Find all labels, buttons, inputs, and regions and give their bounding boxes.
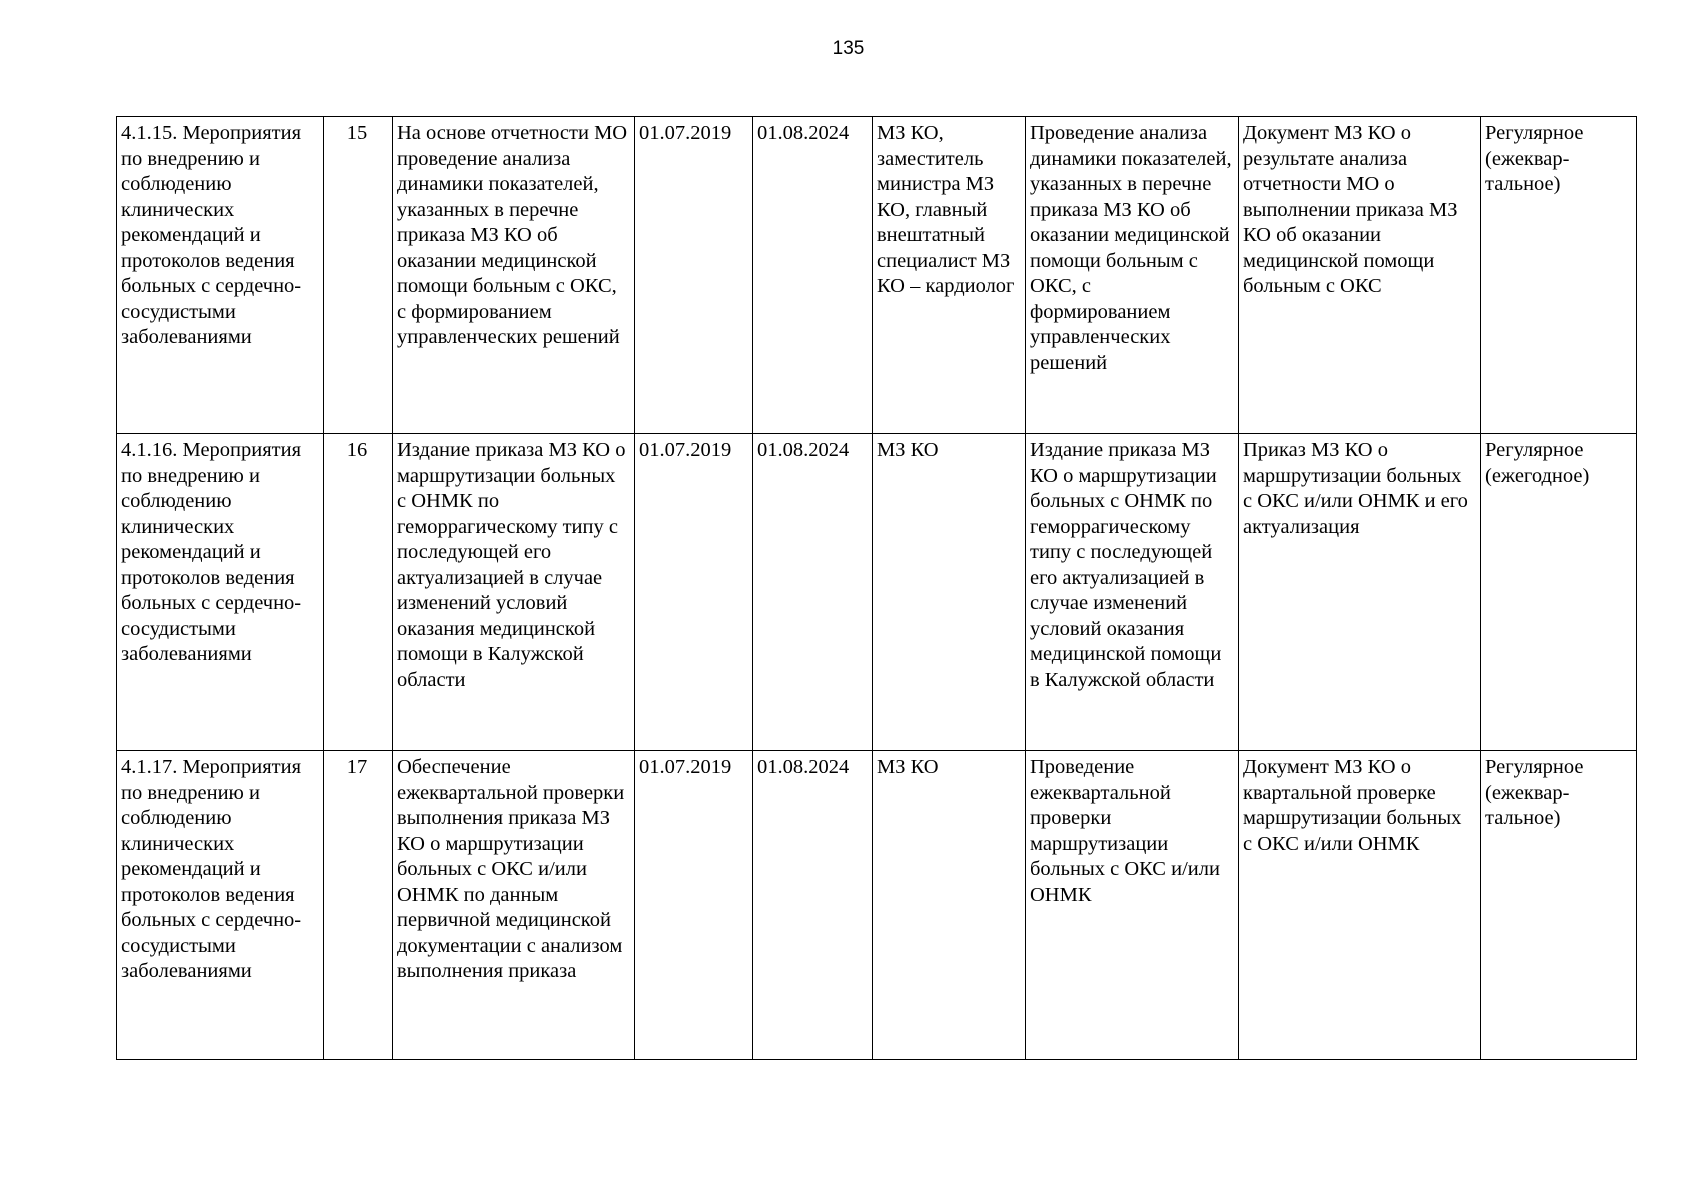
frequency-cell: Регулярное (ежеквар-тальное) xyxy=(1481,751,1637,1060)
result-cell: Проведение анализа динамики показателей, указанных в перечне приказа МЗ КО об оказании медицинской помощи больным с ОКС, с формированием управленческих решений xyxy=(1026,117,1239,434)
activity-cell: 4.1.15. Мероприятия по внедрению и соблюдению клинических рекомендаций и протоколов ведения больных с сердечно-сосудистыми заболеваниями xyxy=(117,117,324,434)
number-cell: 16 xyxy=(324,434,393,751)
table-row xyxy=(117,117,1637,434)
description-cell: Издание приказа МЗ КО о маршрутизации больных с ОНМК по геморрагическому типу с последующей его актуализацией в случае изменений условий оказания медицинской помощи в Калужской области xyxy=(393,434,635,751)
description-cell: Обеспечение ежеквартальной проверки выполнения приказа МЗ КО о маршрутизации больных с ОКС и/или ОНМК по данным первичной медицинской документации с анализом выполнения приказа xyxy=(393,751,635,1060)
number-cell: 17 xyxy=(324,751,393,1060)
frequency-cell: Регулярное (ежеквар-тальное) xyxy=(1481,117,1637,434)
table-row xyxy=(117,434,1637,751)
end-date-cell: 01.08.2024 xyxy=(753,434,873,751)
responsible-cell: МЗ КО xyxy=(873,434,1026,751)
start-date-cell: 01.07.2019 xyxy=(635,434,753,751)
table-row xyxy=(117,751,1637,1060)
number-cell: 15 xyxy=(324,117,393,434)
frequency-cell: Регулярное (ежегодное) xyxy=(1481,434,1637,751)
result-cell: Издание приказа МЗ КО о маршрутизации больных с ОНМК по геморрагическому типу с последующей его актуализацией в случае изменений условий оказания медицинской помощи в Калужской области xyxy=(1026,434,1239,751)
responsible-cell: МЗ КО, заместитель министра МЗ КО, главный внештатный специалист МЗ КО – кардиолог xyxy=(873,117,1026,434)
activities-table xyxy=(116,116,1637,1060)
activity-cell: 4.1.17. Мероприятия по внедрению и соблюдению клинических рекомендаций и протоколов ведения больных с сердечно-сосудистыми заболеваниями xyxy=(117,751,324,1060)
end-date-cell: 01.08.2024 xyxy=(753,751,873,1060)
page-number: 135 xyxy=(832,38,865,59)
responsible-cell: МЗ КО xyxy=(873,751,1026,1060)
start-date-cell: 01.07.2019 xyxy=(635,751,753,1060)
activity-cell: 4.1.16. Мероприятия по внедрению и соблюдению клинических рекомендаций и протоколов ведения больных с сердечно-сосудистыми заболеваниями xyxy=(117,434,324,751)
end-date-cell: 01.08.2024 xyxy=(753,117,873,434)
document-cell: Документ МЗ КО о квартальной проверке маршрутизации больных с ОКС и/или ОНМК xyxy=(1239,751,1481,1060)
result-cell: Проведение ежеквартальной проверки маршрутизации больных с ОКС и/или ОНМК xyxy=(1026,751,1239,1060)
document-cell: Документ МЗ КО о результате анализа отчетности МО о выполнении приказа МЗ КО об оказании медицинской помощи больным с ОКС xyxy=(1239,117,1481,434)
description-cell: На основе отчетности МО проведение анализа динамики показателей, указанных в перечне приказа МЗ КО об оказании медицинской помощи больным с ОКС, с формированием управленческих решений xyxy=(393,117,635,434)
start-date-cell: 01.07.2019 xyxy=(635,117,753,434)
document-cell: Приказ МЗ КО о маршрутизации больных с ОКС и/или ОНМК и его актуализация xyxy=(1239,434,1481,751)
